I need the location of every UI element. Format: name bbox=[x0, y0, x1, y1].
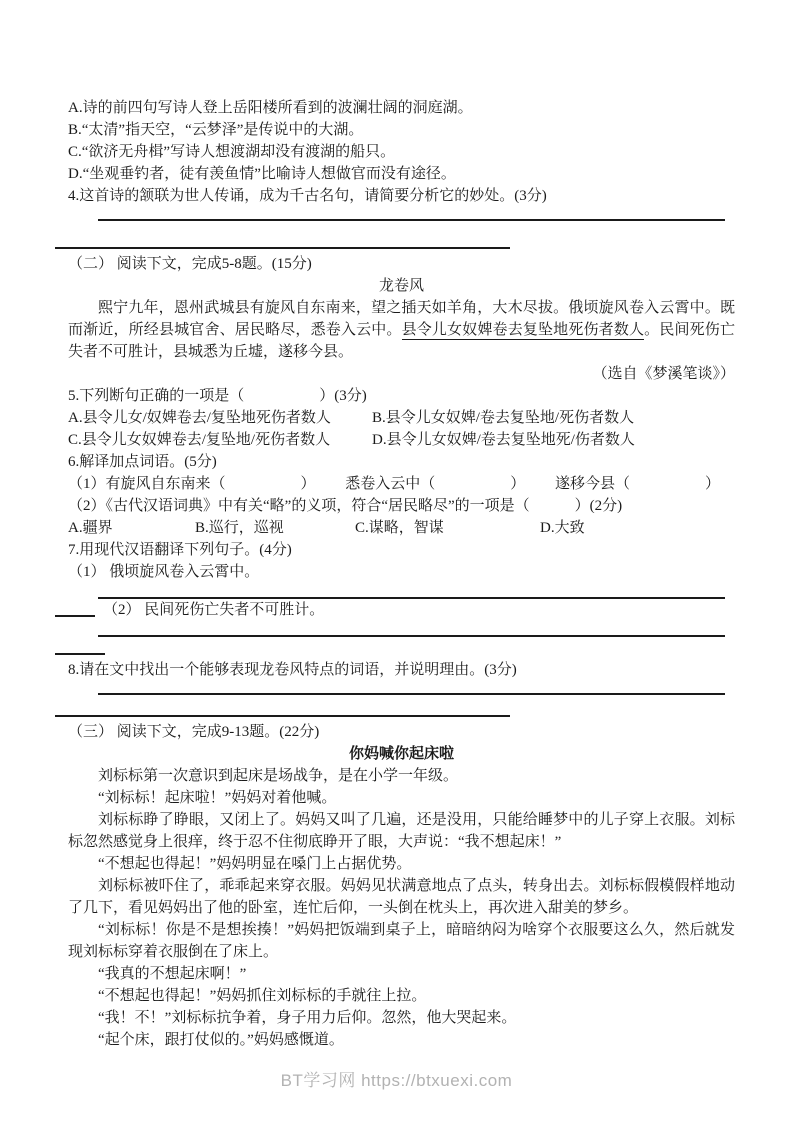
question-6-part2: （2）《古代汉语词典》中有关“略”的义项，符合“居民略尽”的一项是（ ）(2分) bbox=[68, 498, 623, 514]
section-divider bbox=[55, 715, 510, 717]
passage-before-underline: 熙宁九年，恩州武城县有旋风自东南来，望之插天如羊角，大木尽拔。俄顷旋风卷入云霄中。既而渐近，所经县城官舍、居民略尽，悉卷入云中。 bbox=[68, 300, 735, 338]
question-8: 8.请在文中找出一个能够表现龙卷风特点的词语，并说明理由。(3分) bbox=[68, 662, 517, 678]
q5-option-d: D.县令儿女奴婢/卷去复坠地死/伤者数人 bbox=[372, 432, 635, 448]
story-paragraph: “不想起也得起！”妈妈抓住刘标标的手就往上拉。 bbox=[98, 988, 427, 1004]
poem-option-d: D.“坐观垂钓者，徒有羡鱼情”比喻诗人想做官而没有途径。 bbox=[68, 166, 456, 182]
question-6-part1 bbox=[68, 473, 720, 495]
question-7-part2-row bbox=[68, 599, 735, 621]
watermark-text: BT学习网 https://btxuexi.com bbox=[280, 1071, 513, 1090]
answer-line bbox=[98, 207, 725, 221]
passage-source: （选自《梦溪笔谈》） bbox=[592, 366, 735, 382]
story-paragraph: “不想起也得起！”妈妈明显在嗓门上占据优势。 bbox=[98, 856, 412, 872]
story-paragraph: “我！不！”刘标标抗争着，身子用力后仰。忽然，他大哭起来。 bbox=[98, 1010, 517, 1026]
question-4: 4.这首诗的颔联为世人传诵，成为千古名句，请简要分析它的妙处。(3分) bbox=[68, 188, 547, 204]
passage-title: 龙卷风 bbox=[378, 278, 424, 294]
q6-part1-item-1: （1）有旋风自东南来（ ） bbox=[68, 476, 316, 492]
passage-underlined-sentence: 县令儿女奴婢卷去复坠地死伤者数人 bbox=[401, 322, 645, 338]
poem-option-b: B.“太清”指天空，“云梦泽”是传说中的大湖。 bbox=[68, 122, 364, 138]
answer-line-stub bbox=[55, 599, 95, 617]
answer-line bbox=[98, 583, 725, 599]
section-divider bbox=[55, 247, 510, 249]
q6-option-b: B.巡行，巡视 bbox=[195, 520, 284, 536]
question-7-part1: （1） 俄顷旋风卷入云霄中。 bbox=[68, 564, 260, 580]
question-6-part2-options bbox=[68, 517, 735, 539]
q6-part1-item-2: 悉卷入云中（ ） bbox=[345, 476, 526, 492]
q5-option-c: C.县令儿女奴婢卷去/复坠地/死伤者数人 bbox=[68, 432, 331, 448]
story-paragraph: “我真的不想起床啊！” bbox=[98, 966, 247, 982]
question-5-stem: 5.下列断句正确的一项是（ ）(3分) bbox=[68, 388, 367, 404]
q6-option-c: C.谋略，智谋 bbox=[355, 520, 444, 536]
q5-option-a: A.县令儿女/奴婢卷去/复坠地死伤者数人 bbox=[68, 410, 331, 426]
story-title: 你妈喊你起床啦 bbox=[348, 746, 454, 762]
answer-line bbox=[98, 621, 725, 637]
story-paragraph: “起个床，跟打仗似的。”妈妈感慨道。 bbox=[98, 1032, 344, 1048]
q5-option-b: B.县令儿女奴婢/卷去复坠地/死伤者数人 bbox=[372, 410, 635, 426]
story-paragraph: 刘标标睁了睁眼，又闭上了。妈妈又叫了几遍，还是没用，只能给睡梦中的儿子穿上衣服。刘标标忽然感觉身上很痒，终于忍不住彻底睁开了眼，大声说：“我不想起床！” bbox=[68, 812, 735, 850]
section3-header: （三） 阅读下文，完成9-13题。(22分) bbox=[68, 724, 320, 740]
poem-option-c: C.“欲济无舟楫”写诗人想渡湖却没有渡湖的船只。 bbox=[68, 144, 396, 160]
section2-header: （二） 阅读下文，完成5-8题。(15分) bbox=[68, 256, 312, 272]
story-paragraph: 刘标标第一次意识到起床是场战争，是在小学一年级。 bbox=[98, 768, 459, 784]
question-5-options-row-1 bbox=[68, 407, 735, 429]
question-6-stem: 6.解译加点词语。(5分) bbox=[68, 454, 217, 470]
question-7-part2: （2） 民间死伤亡失者不可胜计。 bbox=[103, 602, 325, 618]
question-7-stem: 7.用现代汉语翻译下列句子。(4分) bbox=[68, 542, 292, 558]
q6-option-a: A.疆界 bbox=[68, 520, 113, 536]
poem-option-a: A.诗的前四句写诗人登上岳阳楼所看到的波澜壮阔的洞庭湖。 bbox=[68, 100, 473, 116]
story-paragraph: “刘标标！你是不是想挨揍！”妈妈把饭端到桌子上，暗暗纳闷为啥穿个衣服要这么久，然后就发现刘标标穿着衣服倒在了床上。 bbox=[68, 922, 735, 960]
q6-option-d: D.大致 bbox=[540, 520, 585, 536]
story-paragraph: 刘标标被吓住了，乖乖起来穿衣服。妈妈见状满意地点了点头，转身出去。刘标标假模假样地动了几下，看见妈妈出了他的卧室，连忙后仰，一头倒在枕头上，再次进入甜美的梦乡。 bbox=[68, 878, 735, 916]
passage-text bbox=[68, 297, 735, 363]
exam-content bbox=[68, 97, 735, 1051]
question-5-options-row-2 bbox=[68, 429, 735, 451]
answer-line-stub bbox=[55, 637, 105, 655]
story-paragraph: “刘标标！起床啦！”妈妈对着他喊。 bbox=[98, 790, 337, 806]
passage-after-underline: 。民间死伤亡失者不可胜计，县城悉为丘墟，遂移今县。 bbox=[68, 322, 735, 360]
q6-part1-item-3: 遂移今县（ ） bbox=[554, 476, 720, 492]
answer-line bbox=[98, 681, 725, 695]
